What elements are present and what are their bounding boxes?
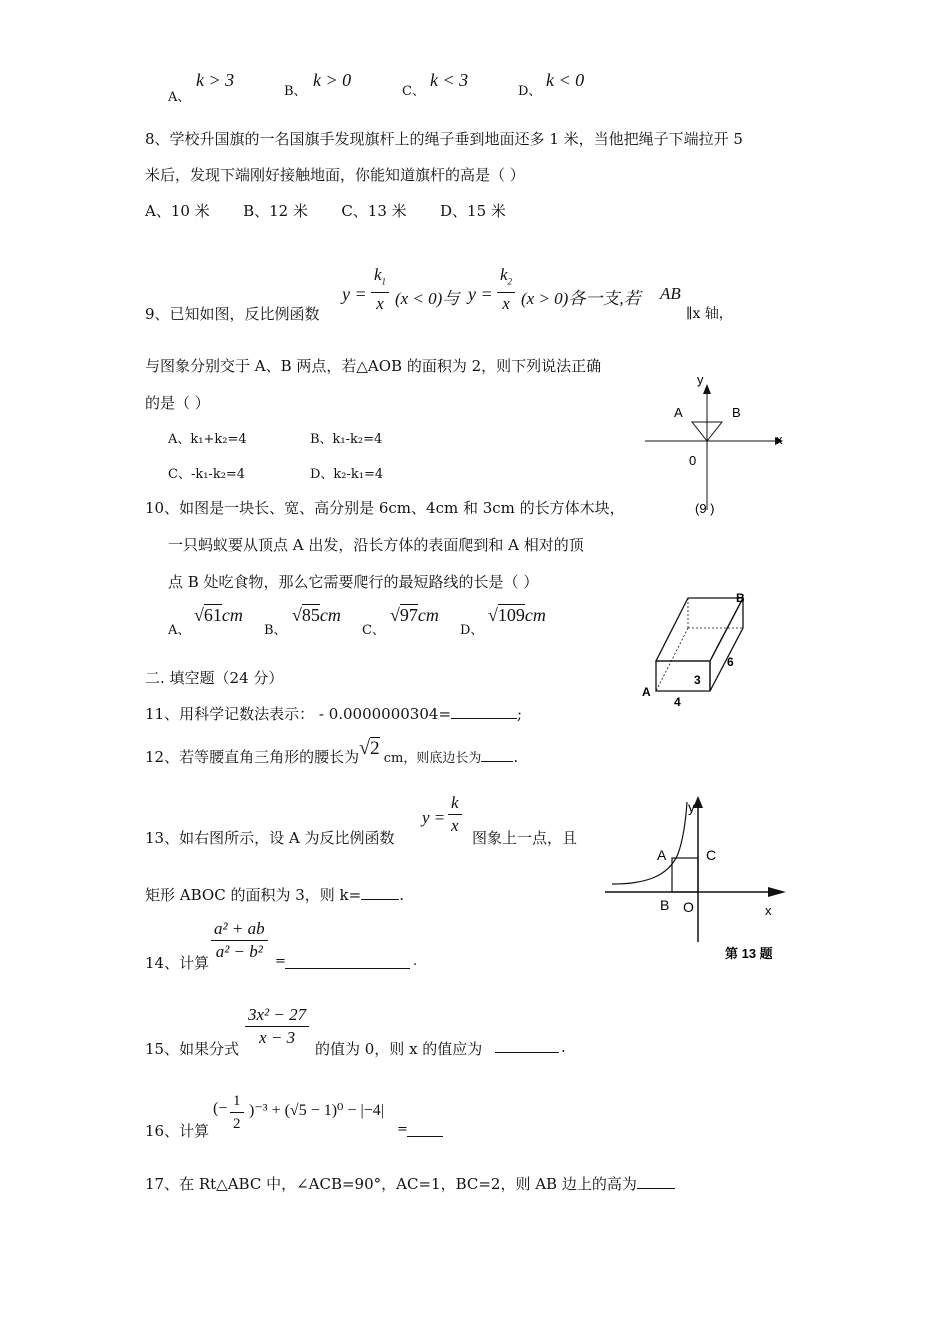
q7-c-value: k < 3 (430, 70, 469, 90)
q8-options: A、10 米 B、12 米 C、13 米 D、15 米 (145, 202, 506, 220)
q8-line2: 米后，发现下端刚好接触地面，你能知道旗杆的高是（ ） (145, 166, 525, 184)
q9-option-c: C、-k₁-k₂=4 (168, 467, 246, 482)
q13-x: x (451, 816, 459, 835)
q10-d: √109cm (488, 605, 546, 625)
q14-answer-blank[interactable] (285, 954, 410, 969)
hyperbola-curve (612, 802, 687, 884)
q16 (145, 1092, 465, 1148)
q16-frac (230, 1090, 244, 1135)
q9-line2: 与图象分别交于 A、B 两点，若△AOB 的面积为 2，则下列说法正确 (145, 357, 602, 375)
q9-k2: k (500, 265, 508, 284)
q10-b-label: B、 (264, 623, 287, 638)
q9-y2: y = (468, 284, 493, 304)
q9-cond2: (x > 0)各一支,若 (521, 289, 641, 308)
q11-answer-blank[interactable] (451, 704, 517, 719)
q9-ab: AB (660, 284, 681, 303)
q13-fig-o: O (683, 899, 694, 915)
sqrt-icon: √ (359, 737, 371, 759)
q10-a-label: A、 (168, 623, 191, 638)
q10-c-unit: cm (417, 605, 439, 625)
q9-prefix: 9、已知如图，反比例函数 (145, 305, 320, 323)
q13-k: k (448, 792, 462, 815)
q12-answer-blank[interactable] (481, 747, 513, 762)
q7-d-label: D、 (518, 84, 542, 99)
q15-answer-blank[interactable] (495, 1038, 559, 1053)
q13-fig-a: A (657, 847, 667, 863)
q10-a-val: 61 (203, 605, 222, 625)
section-2-title: 二. 填空题（24 分） (145, 669, 284, 687)
q9-figure (640, 370, 800, 520)
q10-line1: 10、如图是一块长、宽、高分别是 6cm、4cm 和 3cm 的长方体木块， (145, 499, 625, 517)
q7-b-label: B、 (284, 84, 307, 99)
q10-c: √97cm (390, 605, 439, 625)
q10-options (168, 603, 588, 639)
q12-rad: 2 (370, 738, 380, 759)
q14-pre: 14、计算 (145, 954, 210, 972)
q12 (145, 737, 519, 766)
q10-b-val: 85 (301, 605, 320, 625)
q16-pre: 16、计算 (145, 1122, 210, 1140)
q13-pre: 13、如右图所示，设 A 为反比例函数 (145, 829, 395, 847)
q9-cond1: (x < 0)与 (395, 289, 460, 308)
q10-d-label: D、 (460, 623, 484, 638)
rectangle-aboc (672, 858, 698, 892)
q14-num: a² + ab (211, 918, 268, 941)
q9-option-b: B、k₁-k₂=4 (310, 432, 383, 447)
q10-c-val: 97 (399, 605, 418, 625)
q7-a-value: k > 3 (196, 70, 235, 90)
q9-frac1 (371, 264, 389, 315)
q13-fig-caption: 第 13 题 (725, 946, 773, 961)
q11 (145, 703, 522, 724)
q9-frac2 (497, 264, 515, 315)
q16-post: = (397, 1122, 408, 1137)
q15-num: 3x² − 27 (245, 1004, 309, 1027)
q15-den: x − 3 (259, 1028, 296, 1047)
q15-end: . (561, 1038, 566, 1056)
q9-statement (145, 262, 765, 322)
q9-fig-b: B (732, 405, 741, 420)
q9-option-a: A、k₁+k₂=4 (168, 432, 247, 447)
q10-figure (630, 588, 760, 718)
q10-a-unit: cm (221, 605, 243, 625)
q16-den: 2 (233, 1116, 241, 1132)
q13-frac (448, 792, 462, 837)
q13-line2 (145, 884, 404, 905)
x-axis-arrow-icon (768, 887, 786, 897)
q14-end: . (413, 954, 418, 969)
q16-answer-blank[interactable] (407, 1122, 443, 1137)
q9-k1-sub: 1 (381, 276, 387, 287)
q10-fig-a: A (642, 685, 651, 699)
q13-post: 图象上一点，且 (472, 829, 578, 847)
q14-frac (211, 918, 268, 963)
q13-fig-x: x (765, 903, 772, 918)
q7-a-label: A、 (168, 90, 191, 105)
q13-fig-y: y (688, 799, 695, 815)
q9-x2: x (502, 294, 510, 314)
q9-k2-sub: 2 (507, 276, 513, 287)
q15 (145, 1004, 585, 1060)
q15-frac (245, 1004, 309, 1049)
q10-c-label: C、 (362, 623, 385, 638)
q10-fig-b: B (736, 591, 745, 605)
q13-answer-blank[interactable] (361, 885, 399, 900)
q13-y: y = (422, 808, 446, 827)
q17 (145, 1173, 675, 1194)
q10-line3: 点 B 处吃食物，那么它需要爬行的最短路线的长是（ ） (168, 573, 539, 591)
q16-expr-b: )⁻³ + (√5 − 1)⁰ − |−4| (249, 1102, 384, 1119)
q7-d-value: k < 0 (546, 70, 585, 90)
q13-figure (600, 792, 800, 962)
q10-a: √61cm (194, 605, 243, 625)
q9-fig-x: x (776, 432, 783, 447)
q9-k1: k (374, 265, 382, 284)
q10-fig-6: 6 (727, 655, 734, 669)
q11-end: ; (517, 705, 523, 723)
q10-fig-4: 4 (674, 695, 681, 709)
q9-fig-y: y (697, 372, 704, 387)
q9-fig-caption: (9 ) (695, 501, 715, 516)
q7-b-value: k > 0 (313, 70, 352, 90)
q14 (145, 918, 445, 974)
q9-suffix: ∥x 轴， (686, 306, 733, 322)
q12-pre: 12、若等腰直角三角形的腰长为 (145, 748, 360, 766)
q12-end: . (513, 748, 519, 766)
q13-end: . (399, 886, 404, 904)
q8-line1: 8、学校升国旗的一名国旗手发现旗杆上的绳子垂到地面还多 1 米，当他把绳子下端拉开 5 (145, 130, 743, 148)
q10-line2: 一只蚂蚁要从顶点 A 出发，沿长方体的表面爬到和 A 相对的顶 (168, 536, 584, 554)
q9-line3: 的是（ ） (145, 394, 210, 412)
q14-den: a² − b² (215, 942, 263, 961)
q13-line2-text: 矩形 ABOC 的面积为 3，则 k= (145, 886, 362, 904)
q9-fig-o: 0 (689, 453, 697, 468)
q15-pre: 15、如果分式 (145, 1040, 240, 1058)
q9-y1: y = (342, 284, 367, 304)
q14-post: = (275, 954, 286, 969)
y-axis-arrow-icon (703, 384, 711, 394)
q9-fig-a: A (674, 405, 683, 420)
q9-x1: x (376, 294, 384, 314)
q16-expr-a: (− (213, 1100, 228, 1117)
q9-option-d: D、k₂-k₁=4 (310, 467, 384, 482)
q10-fig-3: 3 (694, 673, 701, 687)
q12-post: cm，则底边长为 (379, 751, 482, 766)
q13-fig-c: C (706, 847, 717, 863)
q17-text: 17、在 Rt△ABC 中，∠ACB=90°，AC=1，BC=2，则 AB 边上的高为 (145, 1175, 637, 1193)
q7-c-label: C、 (402, 84, 425, 99)
q16-num: 1 (230, 1090, 244, 1113)
q10-d-unit: cm (524, 605, 546, 625)
q10-b: √85cm (292, 605, 341, 625)
q15-post: 的值为 0，则 x 的值应为 (315, 1040, 483, 1058)
q13-fig-b: B (660, 897, 670, 913)
q17-answer-blank[interactable] (637, 1174, 675, 1189)
q10-d-val: 109 (497, 605, 525, 625)
q13-statement (145, 792, 605, 852)
q11-text: 11、用科学记数法表示： - 0.0000000304= (145, 705, 452, 723)
q10-b-unit: cm (319, 605, 341, 625)
